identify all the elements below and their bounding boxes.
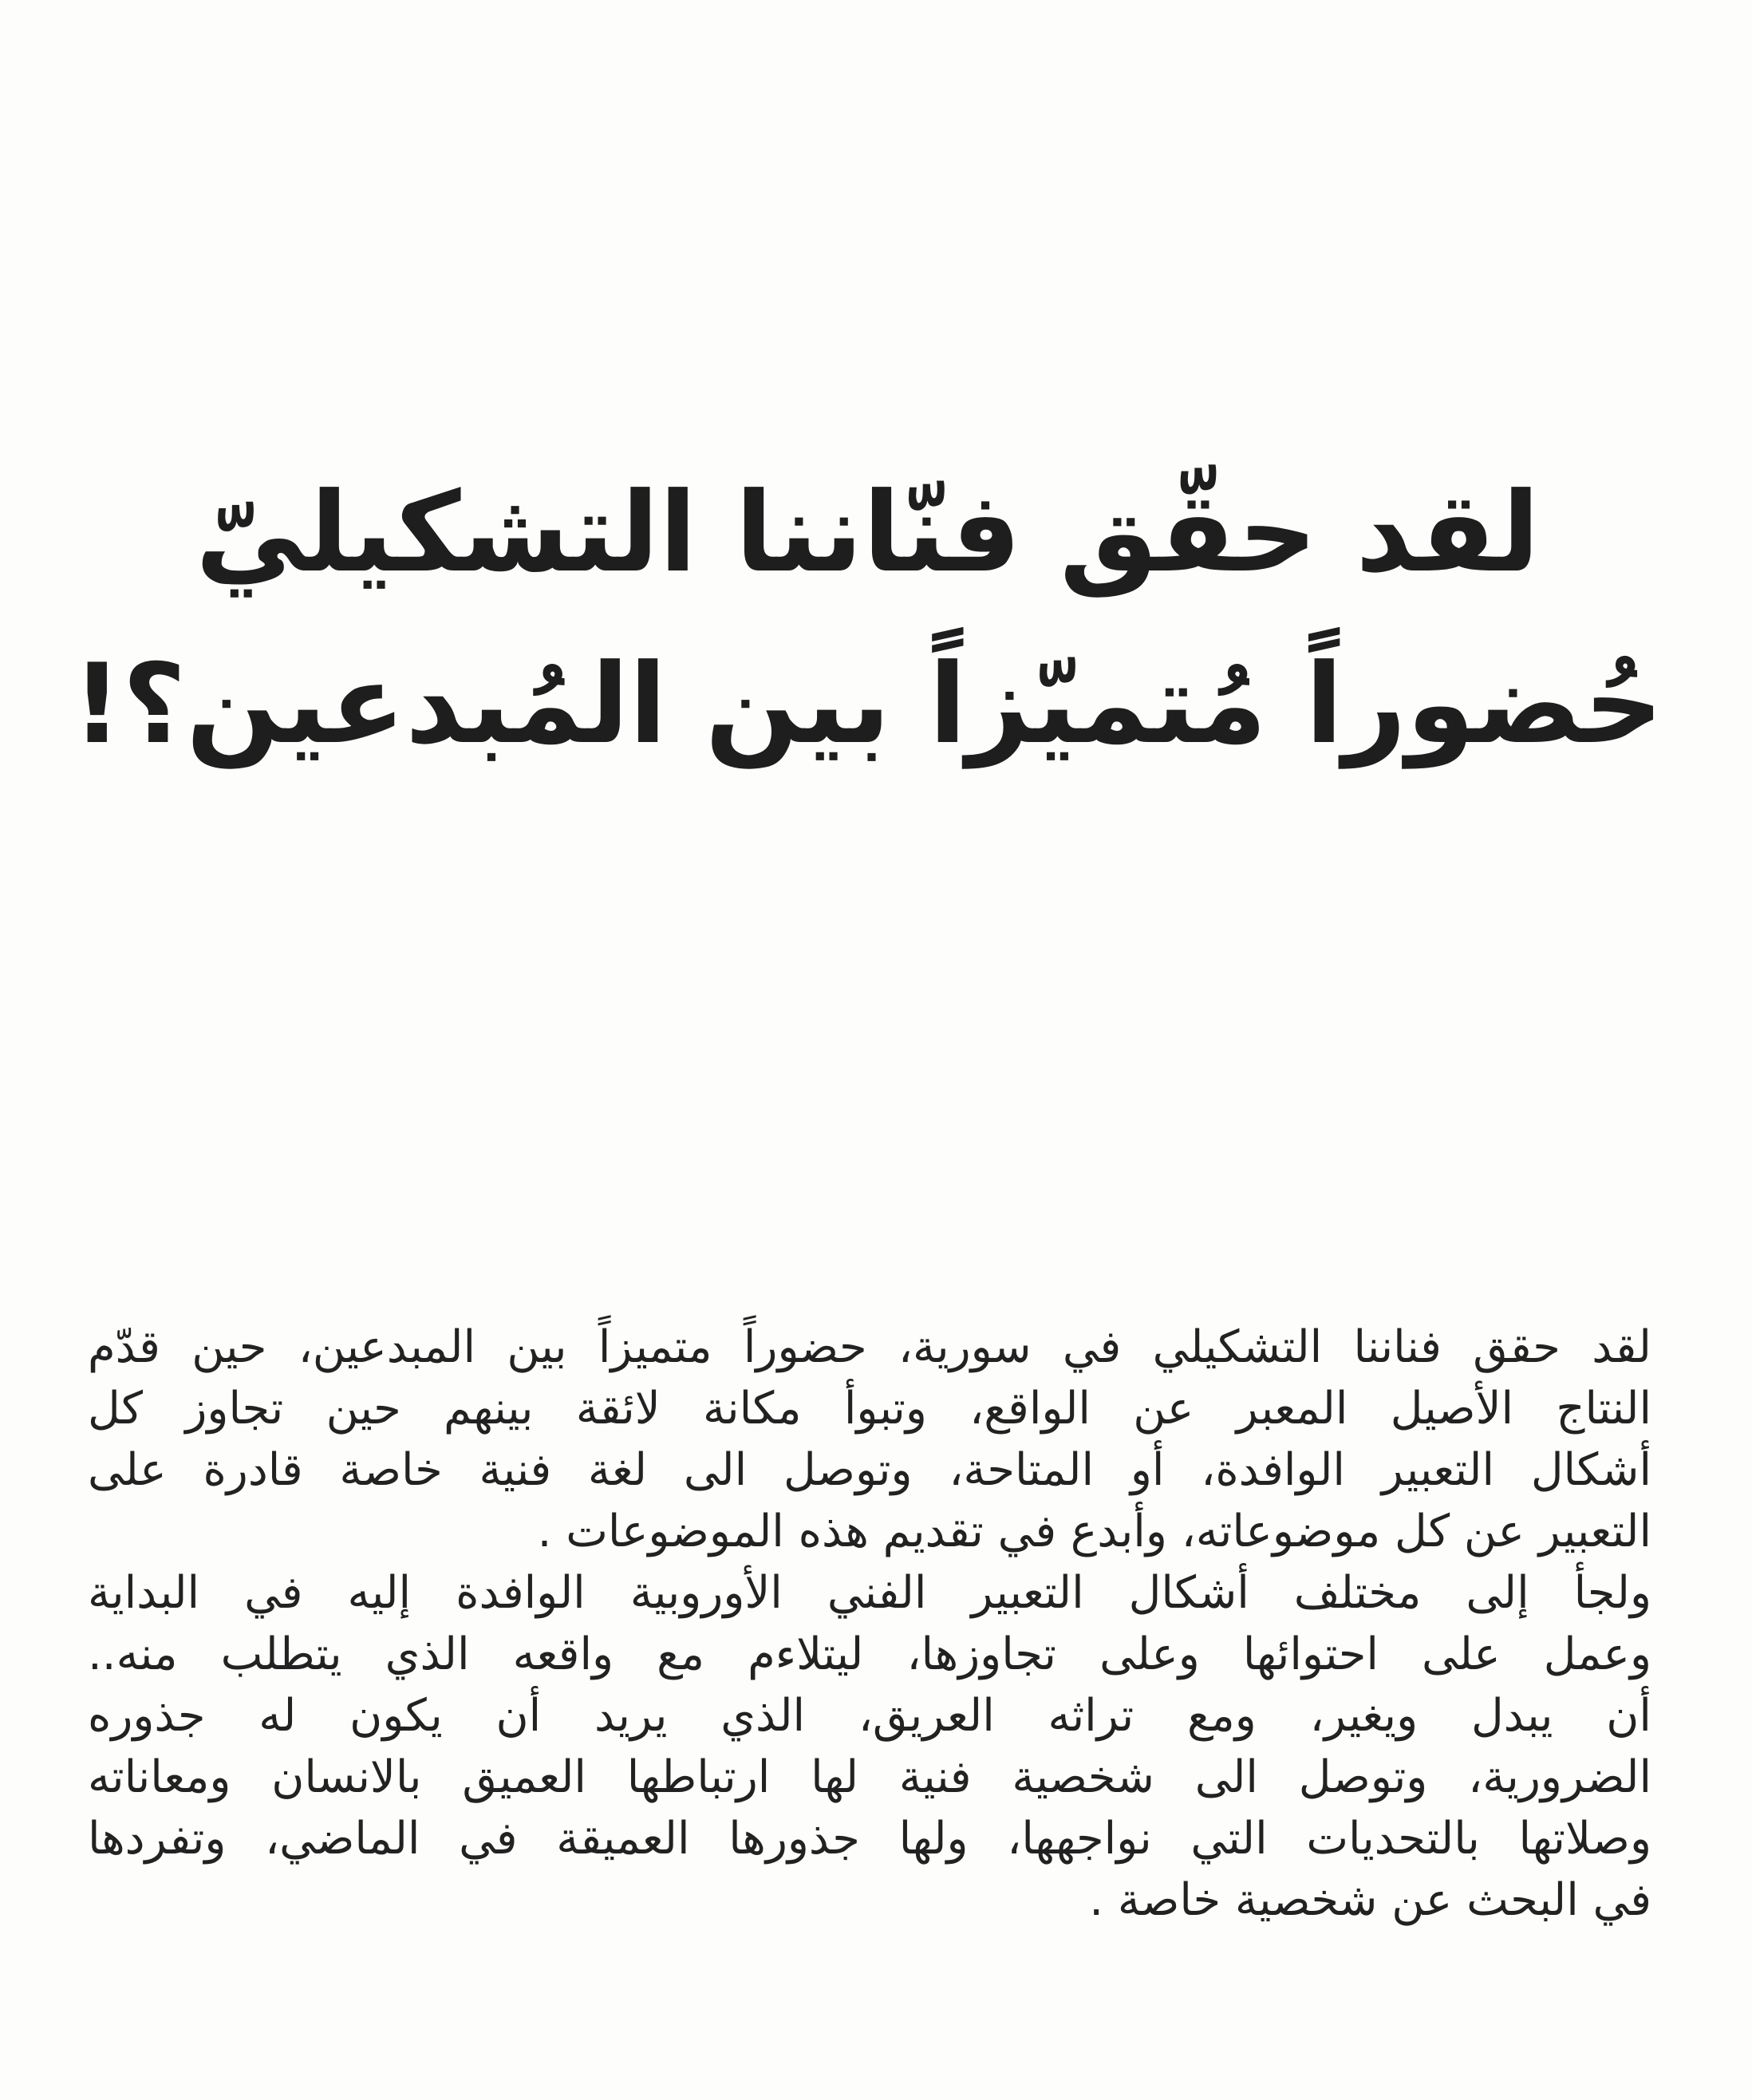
text-line: في البحث عن شخصية خاصة . bbox=[1089, 1874, 1651, 1926]
text-line: الضرورية، وتوصل الى شخصية فنية لها ارتباطها العميق بالانسان ومعاناته bbox=[88, 1751, 1651, 1803]
text-line: وصلاتها بالتحديات التي نواجهها، ولها جذورها العميقة في الماضي، وتفردها bbox=[88, 1813, 1651, 1865]
headline-line-1: لقد حقّق فنّاننا التشكيليّ bbox=[195, 468, 1541, 597]
text-line: التعبير عن كل موضوعاته، وأبدع في تقديم هذه الموضوعات . bbox=[537, 1506, 1651, 1557]
text-line: ولجأ إلى مختلف أشكال التعبير الفني الأوروبية الوافدة إليه في البداية bbox=[88, 1567, 1651, 1619]
headline-line-2: حُضوراً مُتميّزاً بين المُبدعين؟! bbox=[72, 640, 1663, 768]
text-line: أشكال التعبير الوافدة، أو المتاحة، وتوصل الى لغة فنية خاصة قادرة على bbox=[88, 1444, 1651, 1496]
text-line: لقد حقق فناننا التشكيلي في سورية، حضوراً متميزاً بين المبدعين، حين قدّم bbox=[88, 1321, 1651, 1373]
text-line: أن يبدل ويغير، ومع تراثه العريق، الذي يريد أن يكون له جذوره bbox=[88, 1690, 1651, 1742]
paragraph-2 bbox=[88, 1562, 1651, 1931]
paragraph-1 bbox=[88, 1316, 1651, 1562]
body-text bbox=[88, 1316, 1651, 1931]
text-line: وعمل على احتوائها وعلى تجاوزها، ليتلاءم مع واقعه الذي يتطلب منه.. bbox=[88, 1628, 1651, 1680]
text-line: النتاج الأصيل المعبر عن الواقع، وتبوأ مكانة لائقة بينهم حين تجاوز كل bbox=[88, 1383, 1651, 1435]
headline bbox=[48, 447, 1687, 790]
